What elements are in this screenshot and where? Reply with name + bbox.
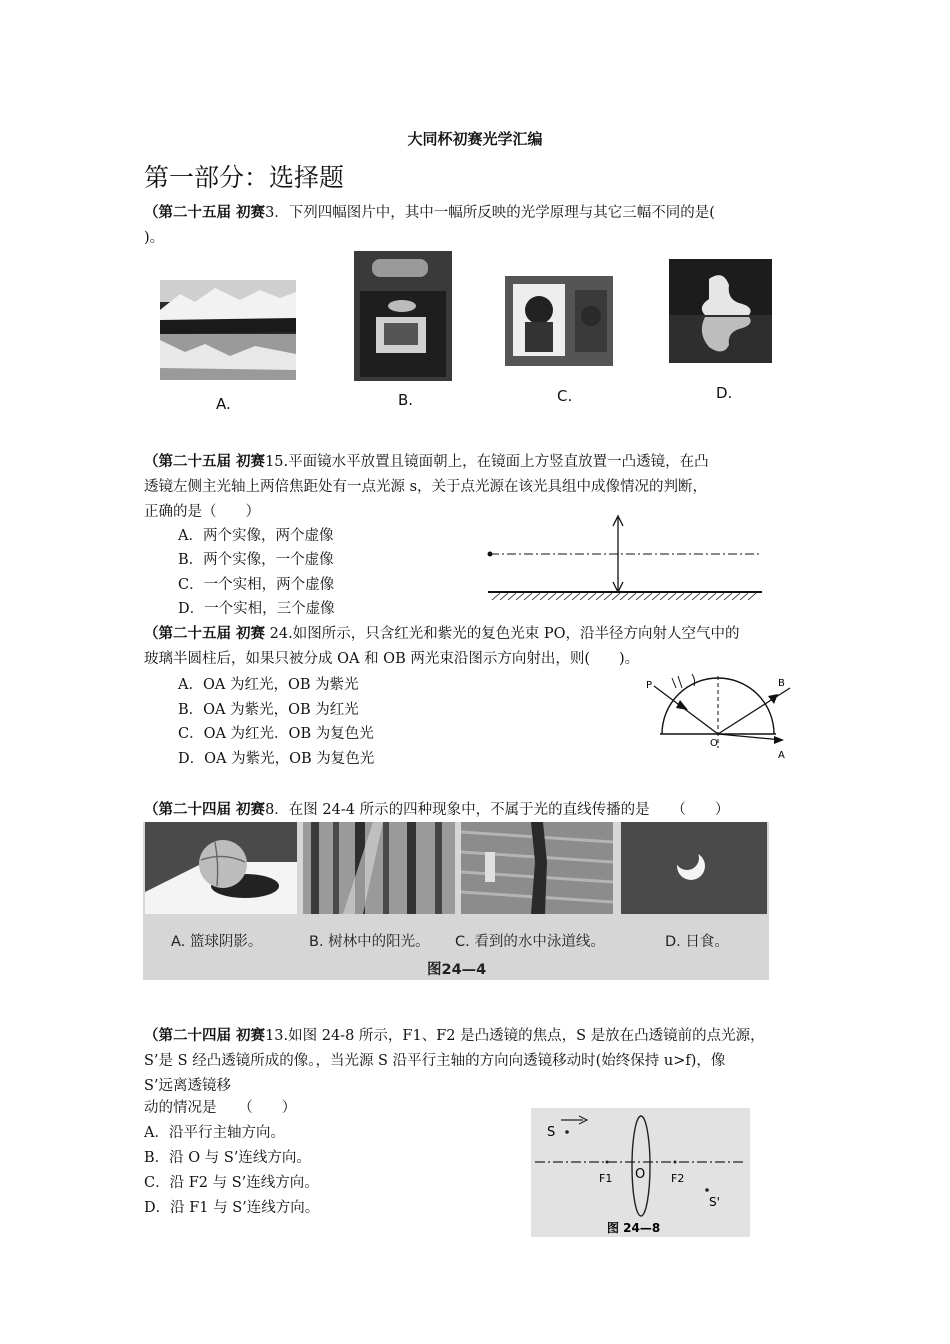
option-a: A．两个实像，两个虚像 (178, 528, 334, 544)
label-o: O (710, 738, 718, 749)
option-d: D．沿 F1 与 S’连线方向。 (144, 1200, 320, 1216)
option-a-label: A. (216, 395, 231, 413)
label-b: B (778, 678, 785, 689)
question-text: 动的情况是 （ ） (144, 1100, 297, 1116)
option-a: A．沿平行主轴方向。 (144, 1125, 285, 1141)
label-f2: F2 (671, 1172, 685, 1185)
option-c-label: C. (557, 387, 573, 405)
option-c: C．一个实相，两个虚像 (178, 577, 335, 593)
panel-c-caption: C. 看到的水中泳道线。 (455, 934, 605, 950)
convex-lens-diagram (531, 1108, 750, 1237)
photo-mountain-reflection (160, 280, 296, 380)
option-a: A．OA 为红光，OB 为紫光 (178, 677, 359, 693)
photo-lens-jar (354, 251, 452, 381)
option-c: C．沿 F2 与 S’连线方向。 (144, 1175, 319, 1191)
option-c: C．OA 为红光．OB 为复色光 (178, 726, 374, 742)
figure-caption: 图 24—8 (607, 1221, 661, 1235)
question-source: （第二十五届 初赛 (144, 454, 266, 470)
label-p: P (646, 680, 653, 691)
question-text: 正确的是（ ） (144, 504, 260, 520)
figure-24-4 (143, 822, 769, 980)
question-source: （第二十五届 初赛 (144, 205, 266, 221)
question-text: 透镜左侧主光轴上两倍焦距处有一点光源 s，关于点光源在该光具组中成像情况的判断， (144, 479, 708, 495)
question-text: S’远离透镜移 (144, 1078, 232, 1094)
question-4 (144, 798, 729, 823)
label-o: O (635, 1167, 646, 1182)
panel-pool-lane (461, 822, 613, 914)
option-d-label: D. (716, 384, 733, 402)
question-text: 8．在图 24-4 所示的四种现象中，不属于光的直线传播的是 （ ） (265, 802, 730, 818)
figure-caption: 图24—4 (427, 962, 487, 978)
figure-24-8 (531, 1108, 750, 1237)
lens-mirror-diagram (484, 512, 766, 608)
question-5 (144, 1024, 824, 1099)
question-3 (144, 622, 824, 672)
option-b-label: B. (398, 391, 414, 409)
option-d: D．一个实相，三个虚像 (178, 601, 335, 617)
photo-swan-reflection (669, 259, 772, 363)
panel-solar-eclipse (621, 822, 767, 914)
label-a: A (778, 750, 785, 761)
option-b: B．沿 O 与 S’连线方向。 (144, 1150, 311, 1166)
semicircle-prism-diagram (640, 666, 800, 766)
question-text: 13.如图 24-8 所示，F1、F2 是凸透镜的焦点，S 是放在凸透镜前的点光源， (265, 1028, 765, 1044)
question-text: 24.如图所示，只含红光和紫光的复色光束 PO，沿半径方向射人空气中的 (265, 626, 740, 642)
panel-d-caption: D. 日食。 (665, 934, 729, 950)
section-heading: 第一部分：选择题 (144, 163, 345, 192)
panel-b-caption: B. 树林中的阳光。 (309, 934, 430, 950)
panel-a-caption: A. 篮球阴影。 (171, 934, 263, 950)
question-text: 3．下列四幅图片中，其中一幅所反映的光学原理与其它三幅不同的是( (265, 205, 715, 221)
panel-basketball-shadow (145, 822, 297, 914)
question-text: S’是 S 经凸透镜所成的像。，当光源 S 沿平行主轴的方向向透镜移动时(始终保持 u>f)，像 (144, 1053, 726, 1069)
document-title: 大同杯初赛光学汇编 (407, 130, 543, 148)
option-b: B．两个实像，一个虚像 (178, 552, 334, 568)
question-source: （第二十四届 初赛 (144, 1028, 266, 1044)
question-1 (144, 201, 715, 251)
label-f1: F1 (599, 1172, 613, 1185)
question-source: （第二十四届 初赛 (144, 802, 266, 818)
question-source: （第二十五届 初赛 (144, 626, 266, 642)
photo-mirror-portrait (505, 276, 613, 366)
panel-forest-sunlight (303, 822, 455, 914)
option-d: D．OA 为紫光，OB 为复色光 (178, 751, 375, 767)
question-text: 玻璃半圆柱后，如果只被分成 OA 和 OB 两光束沿图示方向射出，则( )。 (144, 651, 640, 667)
question-text: )。 (144, 230, 165, 246)
label-s: S (547, 1125, 556, 1140)
option-b: B．OA 为紫光，OB 为红光 (178, 702, 359, 718)
label-s-image: S' (709, 1195, 720, 1209)
question-text: 15.平面镜水平放置且镜面朝上，在镜面上方竖直放置一凸透镜，在凸 (265, 454, 709, 470)
